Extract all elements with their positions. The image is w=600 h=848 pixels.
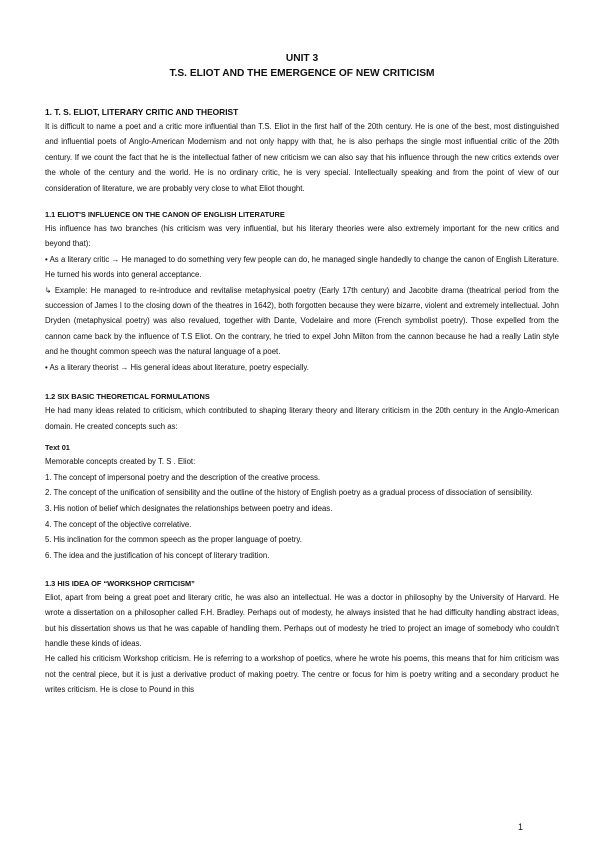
section-1-2-intro: He had many ideas related to criticism, which contributed to shaping literary theory and literary criticism in the 20th century in the Anglo-American domain. He created concepts such as:: [45, 406, 559, 431]
section-1-1-example: ↳ Example: He managed to re-introduce and revitalise metaphysical poetry (Early 17th century) and Jacobite drama (theatrical period from the succession of James I to the closing down of the theatres in 1642), both forgotten because they were bizarre, violent and extremely intellectual. John Dryden (metaphysical poetry) was also revalued, together with Dante, Vodelaire and more (French symbolist poetry). Those expelled from the cannon came back by the influence of T.S Eliot. On the contrary, he tried to expel John Milton from the cannon because he had a really Latin style and he thought common speech was the natural language of a poet.: [45, 285, 559, 357]
section-1-1-bullet-theorist: • As a literary theorist → His general ideas about literature, poetry especially.: [45, 362, 309, 372]
section-1-paragraph: It is difficult to name a poet and a critic more influential than T.S. Eliot in the first half of the 20th century. He is one of the best, most distinguished and influential poets of Anglo-American Modernism and not only happy with that, he is also perhaps the single most influential critic of the 20th century. If we count the fact that he is the intellectual father of new criticism we can also say that his influence through the new critics extends over the whole of the century and the world. He is no ordinary critic, he is very special. Intellectually speaking and from the point of view of our consideration of literature, we are probably very close to what Eliot thought.: [45, 122, 559, 193]
page-title: T.S. ELIOT AND THE EMERGENCE OF NEW CRITICISM: [169, 68, 435, 79]
list-item: 3. His notion of belief which designates the relationships between poetry and ideas.: [45, 504, 333, 514]
list-item: 1. The concept of impersonal poetry and the description of the creative process.: [45, 472, 321, 482]
list-item: 4. The concept of the objective correlative.: [45, 519, 192, 529]
document-page: [45, 52, 559, 698]
section-1-2-heading: 1.2 SIX BASIC THEORETICAL FORMULATIONS: [45, 392, 210, 402]
concept-list-intro: Memorable concepts created by T. S . Eliot:: [45, 456, 196, 466]
section-1-1-intro: His influence has two branches (his criticism was very influential, but his literary theories were also extremely important for the new critics and beyond that):: [45, 224, 559, 249]
section-1-heading: 1. T. S. ELIOT, LITERARY CRITIC AND THEORIST: [45, 107, 239, 117]
section-1-1-bullet-critic: • As a literary critic → He managed to do something very few people can do, he managed single handedly to change the canon of English Literature. He turned his words into general acceptance.: [45, 254, 559, 280]
list-item: 6. The idea and the justification of his concept of literary tradition.: [45, 551, 270, 561]
list-item: 2. The concept of the unification of sensibility and the outline of the history of English poetry as a gradual process of dissociation of sensibility.: [45, 488, 533, 498]
unit-label: UNIT 3: [285, 53, 319, 64]
section-1-3-heading: 1.3 HIS IDEA OF “WORKSHOP CRITICISM”: [45, 578, 195, 588]
section-1-3-paragraph-1: Eliot, apart from being a great poet and literary critic, he was also an intellectual. He was a doctor in philosophy by the University of Harvard. He wrote a dissertation on a philosopher called F.H. Bradley. Perhaps out of modesty, he always insisted that he had difficulty handling abstract ideas, but his dissertation shows us that he was capable of handling them. Perhaps out of modesty he tried to project an image of somebody who couldn't handle these kinds of ideas.: [45, 592, 559, 649]
section-1-1-heading: 1.1 ELIOT'S INFLUENCE ON THE CANON OF ENGLISH LITERATURE: [45, 210, 285, 220]
concept-list: [45, 454, 559, 564]
list-item: 5. His inclination for the common speech as the proper language of poetry.: [45, 535, 302, 545]
section-1-3-paragraph-2: He called his criticism Workshop criticism. He is referring to a workshop of poetics, where he wrote his poems, this means that for him criticism was not the central piece, but it is just a derivative product of making poetry. The centre or focus for him is poetry writing and a secondary product he writes criticism. He is close to Pound in this: [45, 654, 559, 695]
page-number: 1: [518, 822, 524, 832]
text-label: Text 01: [45, 442, 70, 452]
